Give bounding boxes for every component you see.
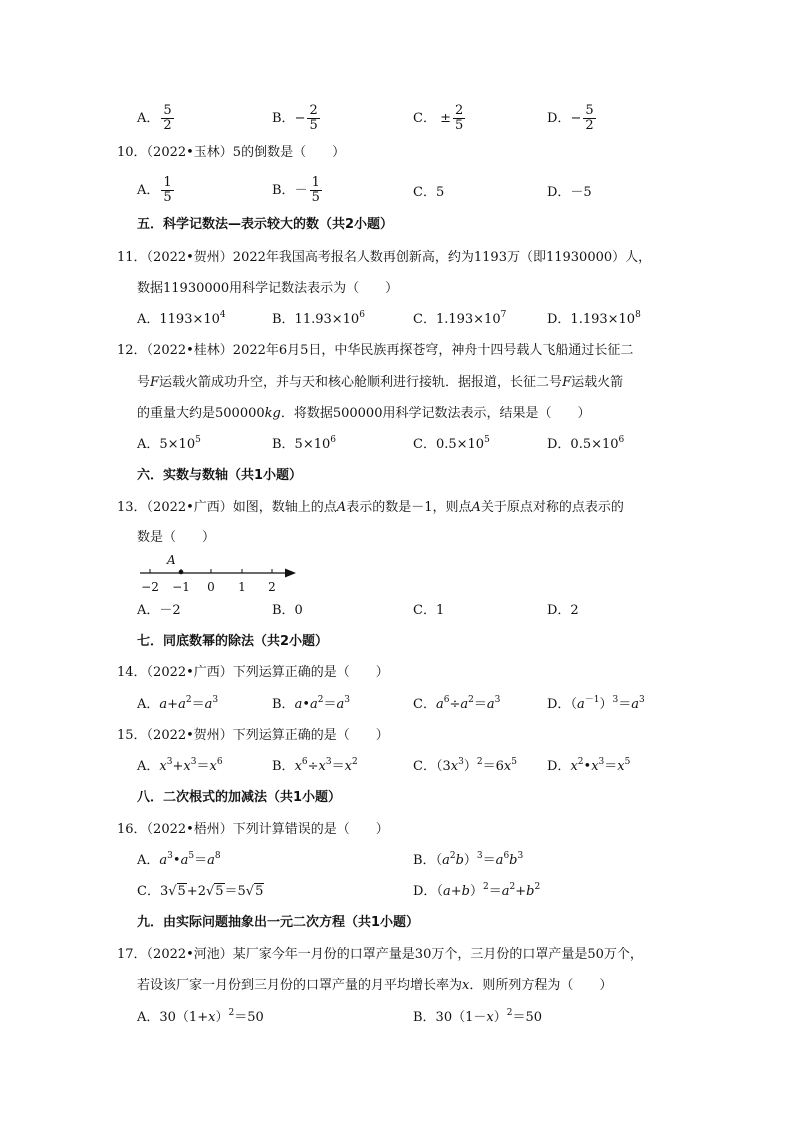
q14-option-c[interactable]: C．$a^6\div a^2=a^3$ [413,695,501,712]
q16-options-row2 [0,882,794,906]
q16-stem: 16．（2022•梧州）下列计算错误的是（ ） [117,822,389,837]
q13-option-a[interactable]: A．－2 [137,603,181,618]
q10-stem: 10．（2022•玉林）5的倒数是（ ） [117,145,346,160]
tick-label: −1 [172,580,190,594]
q17-line2: 若设该厂家一月份到三月份的口罩产量的月平均增长率为x．则所列方程为（ ） [137,978,613,993]
q16-options-row1 [0,851,794,875]
q12-option-b[interactable]: B．$5\times 10^6$ [272,435,336,452]
q12-option-d[interactable]: D．$0.5\times 10^6$ [547,435,625,452]
point-a-dot [179,570,184,575]
q9-option-c[interactable]: C． ± $\frac{2}{5}$ [413,103,464,133]
q17-option-b[interactable]: B．$30(1-x)^2=50$ [413,1008,543,1025]
q13-option-c[interactable]: C．1 [413,603,445,618]
q10-options [0,175,794,205]
q12-options [0,435,794,459]
q13-options [0,601,794,625]
section-7-heading: 七．同底数幂的除法（共2小题） [137,634,329,649]
q9-option-d[interactable]: D．− $\frac{5}{2}$ [547,103,594,133]
q12-option-a[interactable]: A．$5\times 10^5$ [137,435,201,452]
q10-option-a[interactable]: A． $\frac{1}{5}$ [137,175,172,205]
q13-line1: 13．（2022•广西）如图，数轴上的点A表示的数是－1，则点A关于原点对称的点表示的 [117,500,624,515]
q10-option-d[interactable]: D．－5 [547,185,592,200]
q11-option-a[interactable]: A．$1193\times 10^4$ [137,310,226,327]
q15-options [0,757,794,781]
number-line-figure [136,552,306,596]
tick-label: 2 [268,580,276,594]
q14-options [0,695,794,719]
q14-stem: 14．（2022•广西）下列运算正确的是（ ） [117,665,389,680]
q9-option-b[interactable]: B．− $\frac{2}{5}$ [272,103,318,133]
q15-option-c[interactable]: C．$(3x^3)^2=6x^5$ [413,757,517,774]
q12-line1: 12．（2022•桂林）2022年6月5日，中华民族再探苍穹，神舟十四号载人飞船通过长征二 [117,343,634,358]
q11-option-d[interactable]: D．$1.193\times 10^8$ [547,310,641,327]
section-6-heading: 六．实数与数轴（共1小题） [137,468,303,483]
q12-line3: 的重量大约是500000kg．将数据500000用科学记数法表示，结果是（ ） [137,406,591,421]
point-a-label: A [167,553,176,567]
q11-option-c[interactable]: C．$1.193\times 10^7$ [413,310,507,327]
q15-option-d[interactable]: D．$x^2•x^3=x^5$ [547,757,631,774]
q13-option-b[interactable]: B．0 [272,603,303,618]
q16-option-a[interactable]: A．$a^3•a^5=a^8$ [137,851,221,868]
q9-options [0,103,794,133]
q16-option-b[interactable]: B．$(a^2b)^3=a^6b^3$ [413,851,524,868]
section-5-heading: 五．科学记数法—表示较大的数（共2小题） [137,217,394,232]
q10-option-c[interactable]: C．5 [413,185,445,200]
q13-line2: 数是（ ） [137,530,216,545]
q15-option-b[interactable]: B．$x^6\div x^3=x^2$ [272,757,358,774]
tick-label: 1 [238,580,246,594]
q17-options [0,1008,794,1032]
q14-option-a[interactable]: A．$a+a^2=a^3$ [137,695,219,712]
section-9-heading: 九．由实际问题抽象出一元二次方程（共1小题） [137,915,420,930]
q16-option-c[interactable]: C．3√5+2√5＝5√5 [137,884,264,899]
q17-line1: 17．（2022•河池）某厂家今年一月份的口罩产量是30万个，三月份的口罩产量是50万个， [117,947,643,962]
section-8-heading: 八．二次根式的加减法（共1小题） [137,790,342,805]
q14-option-d[interactable]: D．$(a^{-1})^3=a^3$ [547,695,645,712]
q11-option-b[interactable]: B．$11.93\times 10^6$ [272,310,365,327]
q12-line2: 号F运载火箭成功升空，并与天和核心舱顺利进行接轨．据报道，长征二号F运载火箭 [137,375,624,390]
q16-option-d[interactable]: D．$(a+b)^2=a^2+b^2$ [413,882,541,899]
tick-label: −2 [141,580,159,594]
q11-line2: 数据11930000用科学记数法表示为（ ） [137,281,399,296]
q11-line1: 11．（2022•贺州）2022年我国高考报名人数再创新高，约为1193万（即11930000）人， [117,250,652,265]
q15-option-a[interactable]: A．$x^3+x^3=x^6$ [137,757,223,774]
q15-stem: 15．（2022•贺州）下列运算正确的是（ ） [117,728,389,743]
q12-option-c[interactable]: C．$0.5\times 10^5$ [413,435,490,452]
q13-option-d[interactable]: D．2 [547,603,579,618]
q10-option-b[interactable]: B．－ $\frac{1}{5}$ [272,175,320,205]
tick-label: 0 [207,580,215,594]
q17-option-a[interactable]: A．$30(1+x)^2=50$ [137,1008,264,1025]
q11-options [0,310,794,334]
arrow-head-icon [285,569,296,578]
q14-option-b[interactable]: B．$a•a^2=a^3$ [272,695,351,712]
q9-option-a[interactable]: A． $\frac{5}{2}$ [137,103,172,133]
